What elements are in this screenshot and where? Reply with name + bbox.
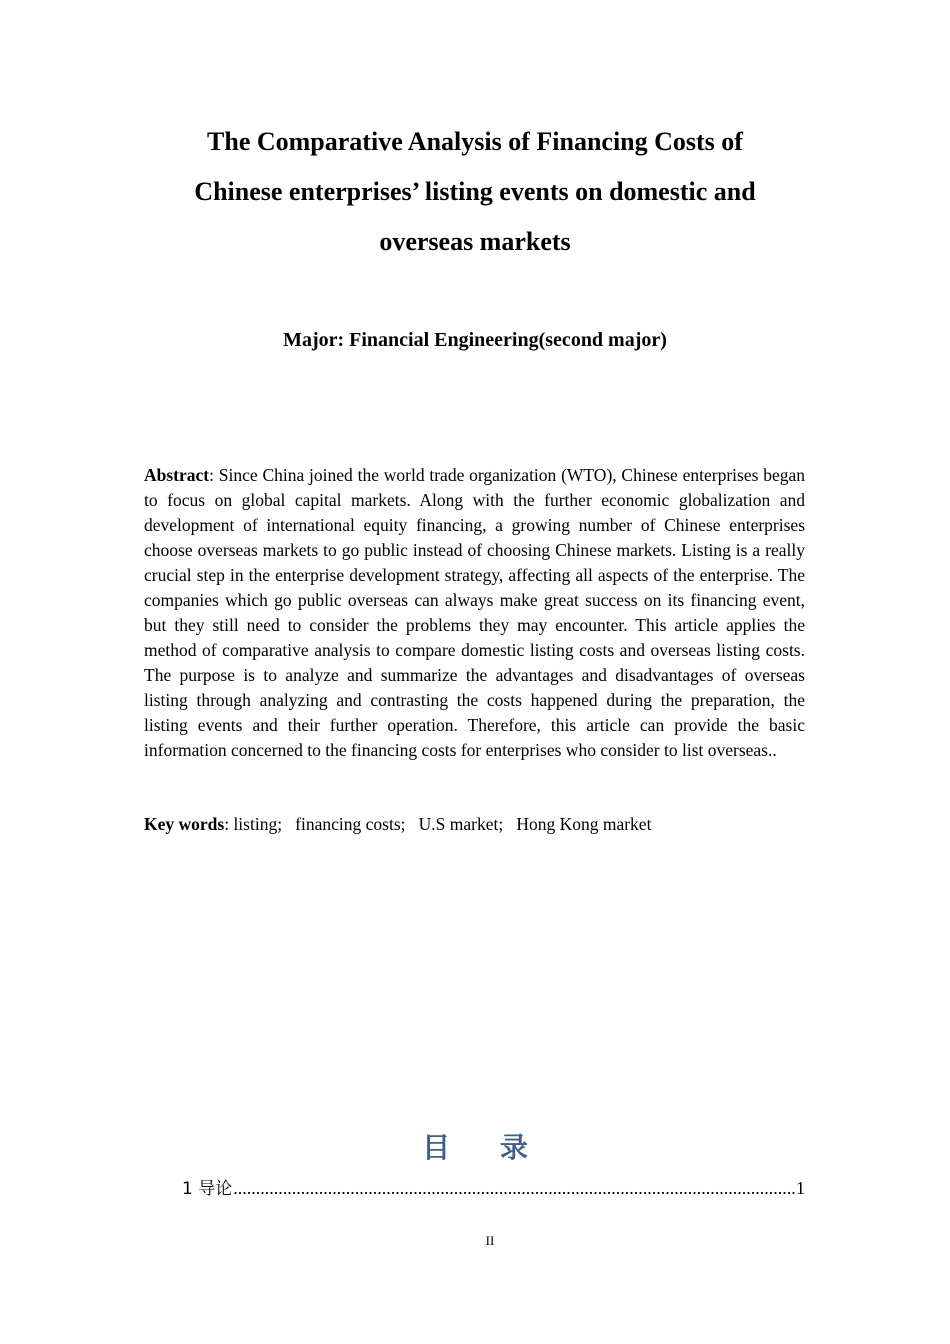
- page-number: II: [485, 1233, 495, 1248]
- major-line: Major: Financial Engineering(second major): [283, 329, 667, 351]
- keywords-label: Key words: [144, 814, 225, 834]
- abstract-paragraph: [144, 463, 805, 763]
- keywords-line: [144, 812, 805, 837]
- toc-entry-page: 1: [796, 1178, 805, 1198]
- title-line-3: overseas markets: [379, 227, 571, 256]
- abstract-text: : Since China joined the world trade organization (WTO), Chinese enterprises began to focus on global capital markets. Along with the further economic globalization and development of international equity financing, a growing number of Chinese enterprises choose overseas markets to go public instead of choosing Chinese markets. Listing is a really crucial step in the enterprise development strategy, affecting all aspects of the enterprise. The companies which go public overseas can always make great success on its financing event, but they still need to consider the problems they may encounter. This article applies the method of comparative analysis to compare domestic listing costs and overseas listing costs. The purpose is to analyze and summarize the advantages and disadvantages of overseas listing through analyzing and contrasting the costs happened during the preparation, the listing events and their further operation. Therefore, this article can provide the basic information concerned to the financing costs for enterprises who consider to list overseas..: [144, 465, 805, 760]
- toc-entry-label: 1 导论: [182, 1179, 233, 1199]
- toc-entry[interactable]: [182, 1176, 805, 1201]
- toc-leader-dots: [233, 1176, 795, 1200]
- title-line-2: Chinese enterprises’ listing events on domestic and: [194, 177, 756, 206]
- title-line-1: The Comparative Analysis of Financing Costs of: [207, 127, 743, 156]
- toc-title: 目 录: [422, 1131, 548, 1164]
- paper-title: [140, 117, 810, 267]
- keywords-text: : listing; financing costs; U.S market; Hong Kong market: [224, 814, 652, 834]
- abstract-label: Abstract: [144, 465, 210, 485]
